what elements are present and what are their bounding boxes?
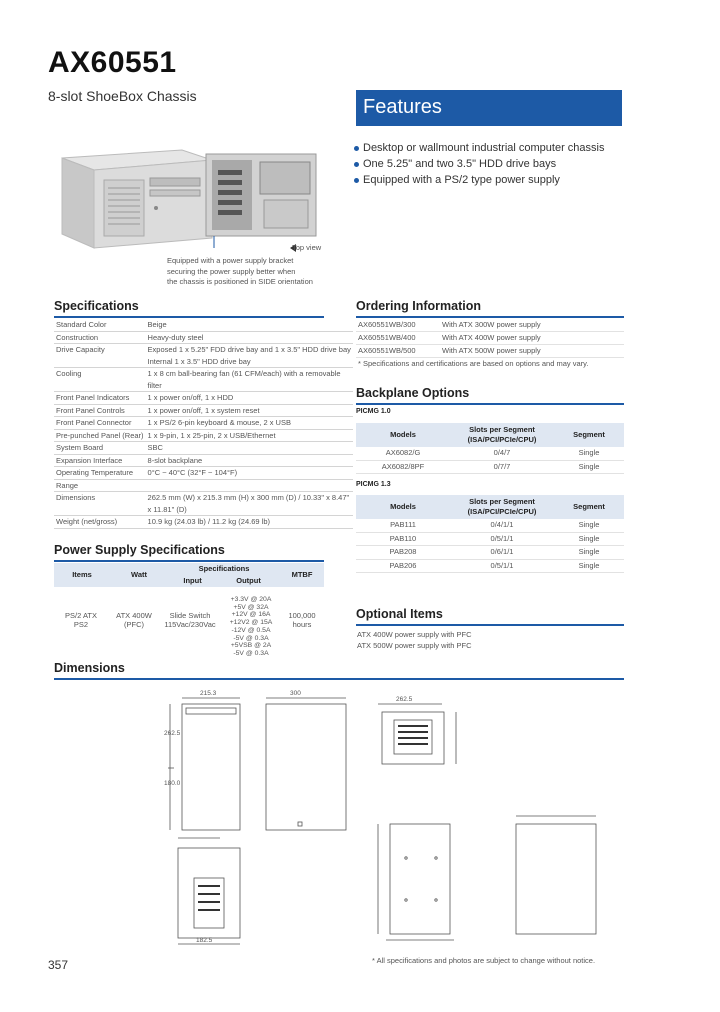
dim-height-a-label: 262.5 — [164, 730, 181, 737]
bullet-icon — [354, 146, 359, 151]
spec-value: 1 x power on/off, 1 x HDD — [146, 392, 353, 405]
dim-depth-label: 300 — [290, 690, 301, 697]
optional-item: ATX 500W power supply with PFC — [357, 640, 472, 650]
spec-value: 0°C ~ 40°C (32°F ~ 104°F) — [146, 467, 353, 480]
specifications-table — [54, 319, 353, 529]
spec-row — [54, 392, 353, 405]
section-rule — [54, 678, 624, 680]
picmg13-table-header: Models Slots per Segment (ISA/PCI/PCIe/CPU) Segment — [356, 495, 624, 519]
spec-row — [54, 319, 353, 331]
ordering-desc: With ATX 300W power supply — [440, 319, 624, 332]
backplane-row: PAB206 0/5/1/1 Single — [356, 559, 624, 573]
section-rule — [54, 316, 324, 318]
feature-item: Equipped with a PS/2 type power supply — [354, 172, 634, 188]
page-number: 357 — [48, 958, 69, 972]
backplane-row: PAB111 0/4/1/1 Single — [356, 519, 624, 532]
feature-item: One 5.25" and two 3.5" HDD drive bays — [354, 156, 634, 172]
ordering-row — [356, 319, 624, 332]
spec-value: 1 x power on/off, 1 x system reset — [146, 404, 353, 417]
spec-key: Construction — [54, 331, 146, 344]
psu-output-line: +5VSB @ 2A — [230, 642, 272, 650]
power-supply-heading: Power Supply Specifications — [54, 543, 225, 557]
features-list — [354, 140, 634, 188]
spec-value: 8-slot backplane — [146, 454, 353, 467]
spec-key: System Board — [54, 442, 146, 455]
psu-output-line: -12V @ 0.5A — [231, 626, 271, 634]
spec-value: 1 x 9-pin, 1 x 25-pin, 2 x USB/Ethernet — [146, 429, 353, 442]
spec-row — [54, 344, 353, 368]
spec-row — [54, 479, 353, 492]
picmg13-table — [356, 519, 624, 573]
spec-key: Front Panel Connector — [54, 417, 146, 430]
col-items: Items — [54, 563, 110, 587]
ordering-model: AX60551WB/400 — [356, 332, 440, 345]
psu-output-line: +12V2 @ 15A — [229, 619, 273, 627]
col-specifications: Specifications — [168, 563, 280, 575]
ordering-heading: Ordering Information — [356, 299, 481, 313]
feature-item: Desktop or wallmount industrial computer chassis — [354, 140, 634, 156]
power-supply-table-header — [54, 563, 324, 587]
bullet-icon — [354, 162, 359, 167]
bullet-icon — [354, 178, 359, 183]
backplane-row: PAB110 0/5/1/1 Single — [356, 532, 624, 546]
section-rule — [54, 560, 324, 562]
spec-key: Drive Capacity — [54, 344, 146, 368]
spec-key: Cooling — [54, 368, 146, 392]
spec-value: 1 x PS/2 6-pin keyboard & mouse, 2 x USB — [146, 417, 353, 430]
spec-key: Weight (net/gross) — [54, 516, 146, 529]
spec-value — [146, 479, 353, 492]
spec-value: 1 x 8 cm ball-bearing fan (61 CFM/each) with a removable filter — [146, 368, 353, 392]
ordering-model: AX60551WB/500 — [356, 345, 440, 358]
section-rule — [356, 624, 624, 626]
ordering-row — [356, 345, 624, 358]
spec-key: Pre-punched Panel (Rear) — [56, 430, 144, 440]
spec-value: SBC — [146, 442, 353, 455]
spec-row — [54, 429, 353, 442]
optional-item: ATX 400W power supply with PFC — [357, 630, 472, 639]
footer-note: * All specifications and photos are subject to change without notice. — [372, 956, 596, 965]
picmg10-label: PICMG 1.0 — [356, 408, 391, 415]
psu-output-line: -5V @ 0.3A — [233, 634, 269, 642]
spec-row — [54, 404, 353, 417]
spec-key: Range — [54, 479, 146, 492]
features-banner — [356, 90, 622, 126]
spec-key: Dimensions — [54, 492, 146, 516]
psu-output-line: +12V @ 16A — [231, 611, 271, 619]
spec-row — [54, 454, 353, 467]
spec-row — [54, 368, 353, 392]
psu-output-line: +3.3V @ 20A — [230, 596, 272, 603]
right-view-drawing — [516, 816, 596, 934]
spec-value: 262.5 mm (W) x 215.3 mm (H) x 300 mm (D) / 10.33" x 8.47" x 11.81" (D) — [146, 492, 353, 516]
ordering-row — [356, 332, 624, 345]
spec-key: Front Panel Indicators — [54, 392, 146, 405]
spec-value: 10.9 kg (24.03 lb) / 11.2 kg (24.69 lb) — [146, 516, 353, 529]
spec-key: Expansion Interface — [54, 454, 146, 467]
ordering-desc: With ATX 500W power supply — [440, 345, 624, 358]
psu-output-line: +5V @ 32A — [233, 603, 269, 611]
chassis-front-photo — [62, 150, 212, 248]
photo-caption: Equipped with a power supply bracket securing the power supply better when the chassis is positioned in SIDE orientation — [167, 256, 313, 286]
spec-row — [54, 516, 353, 529]
backplane-heading: Backplane Options — [356, 386, 470, 400]
optional-heading: Optional Items — [356, 607, 443, 621]
psu-output-line: -5V @ 0.3A — [233, 649, 269, 657]
side-view-drawing — [266, 698, 346, 830]
dim-height-b-label: 180.0 — [164, 780, 181, 787]
col-input: Input — [168, 575, 217, 587]
rear-view-drawing — [378, 704, 456, 764]
col-output: Output — [217, 575, 280, 587]
picmg13-label: PICMG 1.3 — [356, 481, 391, 488]
dim-rear-label: 262.5 — [396, 696, 413, 703]
section-rule — [356, 316, 624, 318]
backplane-row: AX6082/8PF 0/7/7 Single — [356, 460, 624, 474]
spec-row — [54, 442, 353, 455]
col-watt: Watt — [110, 563, 168, 587]
spec-value: Exposed 1 x 5.25" FDD drive bay and 1 x 3.5" HDD drive bay Internal 1 x 3.5" HDD drive bay — [147, 345, 351, 366]
dim-bottom-width-label: 182.5 — [196, 937, 213, 944]
dimensions-heading: Dimensions — [54, 661, 125, 675]
spec-key: Operating Temperature — [54, 467, 146, 480]
spec-row — [54, 492, 353, 516]
power-supply-row: PS/2 ATX PS2 ATX 400W (PFC) Slide Switch 115Vac/230Vac +3.3V @ 20A +5V @ 32A +12V @ 16A +12V2 @ 15A -12V @ 0.5A -5V @ 0.3A +5VSB @ 2A -5V @ 0.3A 100,000 hours — [65, 596, 316, 657]
spec-row — [54, 417, 353, 430]
top-view-label: Top view — [292, 243, 322, 252]
spec-value: Beige — [146, 319, 353, 331]
backplane-row: PAB208 0/6/1/1 Single — [356, 546, 624, 560]
dimension-drawings — [150, 690, 630, 950]
product-title: AX60551 — [48, 46, 177, 79]
ordering-note: * Specifications and certifications are based on options and may vary. — [358, 359, 589, 368]
dim-width-label: 215.3 — [200, 690, 217, 697]
picmg10-table-header: Models Slots per Segment (ISA/PCI/PCIe/CPU) Segment — [356, 423, 624, 447]
spec-value: Heavy-duty steel — [146, 331, 353, 344]
chassis-top-view-photo — [206, 154, 316, 252]
spec-row — [54, 331, 353, 344]
col-mtbf: MTBF — [280, 563, 324, 587]
optional-list — [357, 630, 472, 651]
backplane-row: AX6082/G 0/4/7 Single — [356, 447, 624, 460]
features-heading: Features — [363, 96, 442, 118]
section-rule — [356, 403, 624, 405]
spec-key: Front Panel Controls — [54, 404, 146, 417]
product-subtitle: 8-slot ShoeBox Chassis — [48, 88, 197, 104]
bottom-view-drawing — [178, 838, 240, 944]
ordering-desc: With ATX 400W power supply — [440, 332, 624, 345]
ordering-model: AX60551WB/300 — [356, 319, 440, 332]
spec-row — [54, 467, 353, 480]
ordering-table — [356, 319, 624, 358]
top-view-drawing — [378, 824, 454, 940]
spec-key: Standard Color — [54, 319, 146, 331]
specifications-heading: Specifications — [54, 299, 139, 313]
front-view-drawing — [168, 698, 240, 830]
picmg10-table — [356, 447, 624, 474]
